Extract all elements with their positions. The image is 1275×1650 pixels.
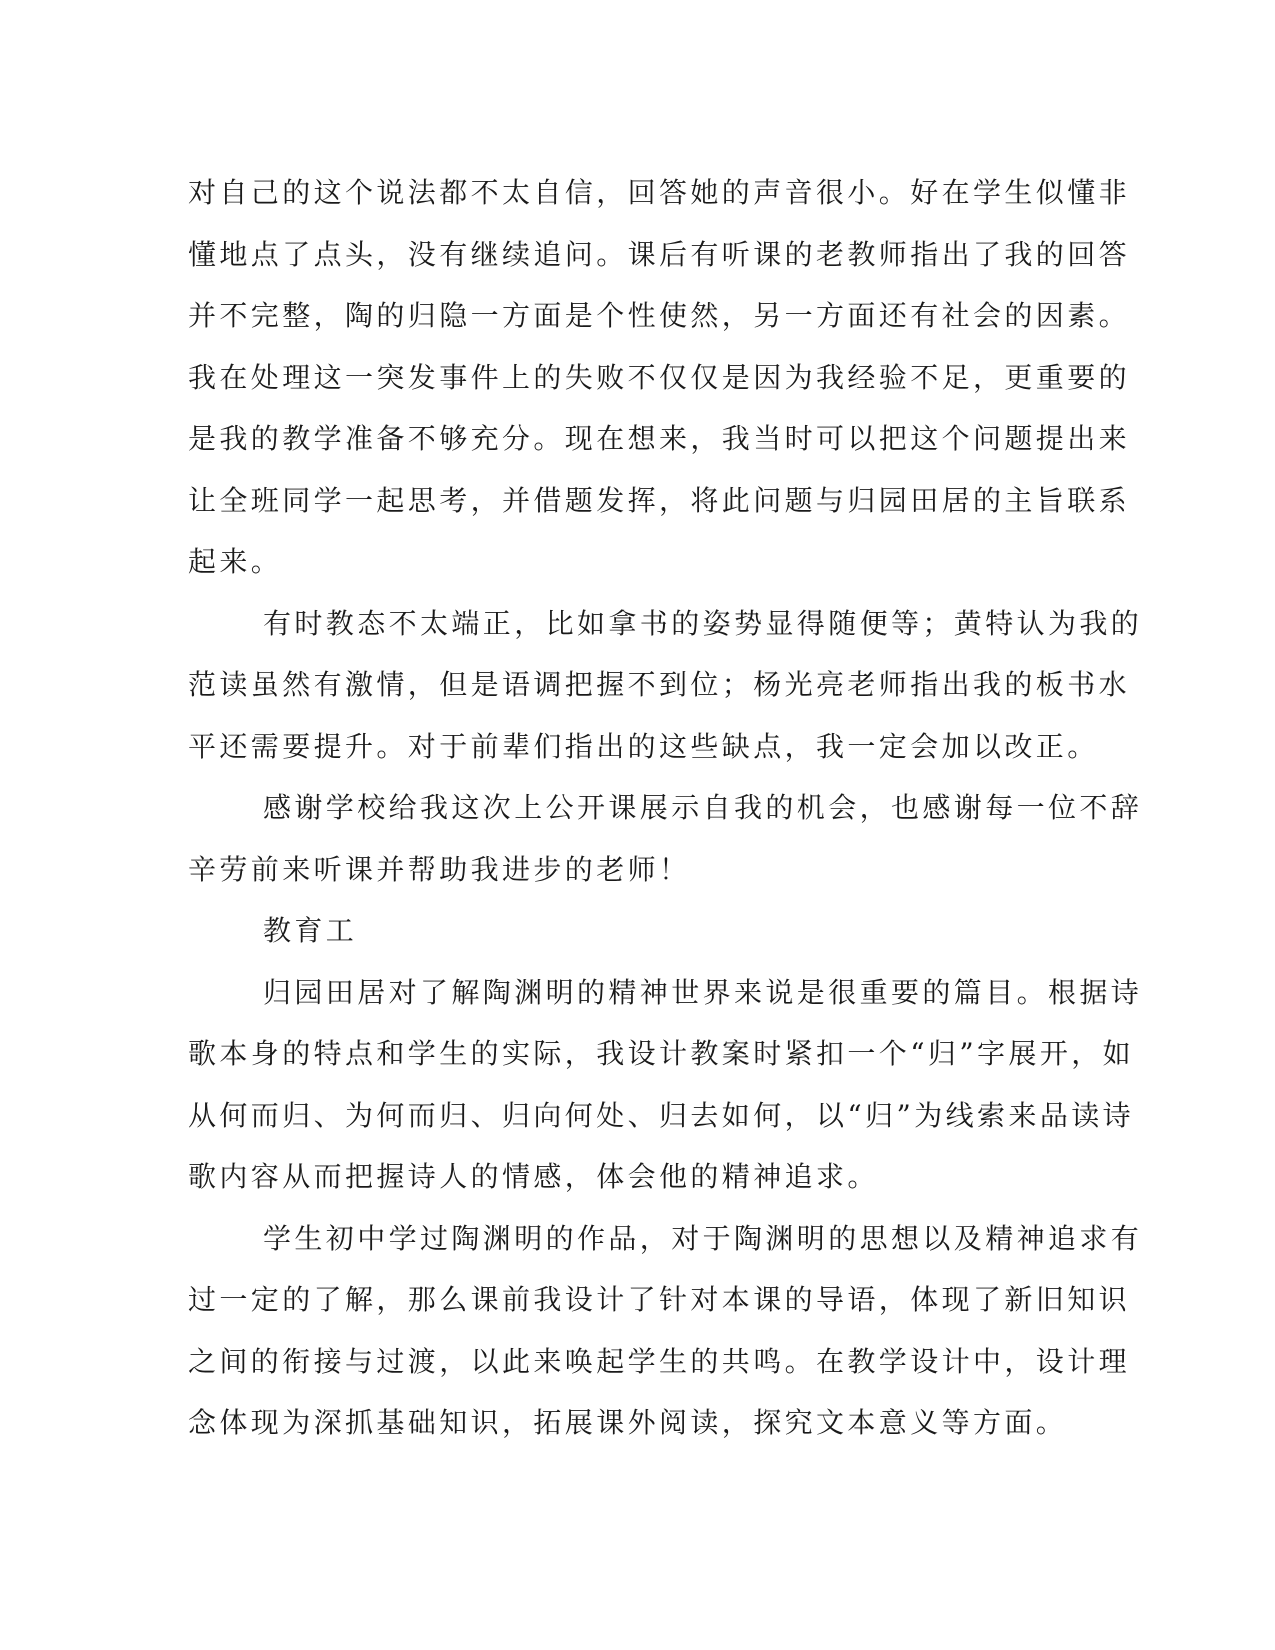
text-line: 学生初中学过陶渊明的作品，对于陶渊明的思想以及精神追求有 — [263, 1221, 1143, 1255]
text-line: 范读虽然有激情，但是语调把握不到位；杨光亮老师指出我的板书水 — [188, 668, 1131, 701]
text-line: 有时教态不太端正，比如拿书的姿势显得随便等；黄特认为我的 — [263, 606, 1143, 640]
document-body — [188, 162, 1143, 1454]
paragraph — [188, 593, 1143, 778]
text-line: 并不完整，陶的归隐一方面是个性使然，另一方面还有社会的因素。 — [188, 299, 1131, 332]
paragraph — [188, 962, 1143, 1208]
text-line: 让全班同学一起思考，并借题发挥，将此问题与归园田居的主旨联系 — [188, 483, 1131, 517]
text-line: 辛劳前来听课并帮助我进步的老师！ — [188, 852, 691, 886]
paragraph — [188, 1208, 1143, 1454]
text-line: 对自己的这个说法都不太自信，回答她的声音很小。好在学生似懂非 — [188, 176, 1131, 209]
text-line: 念体现为深抓基础知识，拓展课外阅读，探究文本意义等方面。 — [188, 1406, 1068, 1439]
text-line: 歌内容从而把握诗人的情感，体会他的精神追求。 — [188, 1160, 879, 1193]
text-line: 我在处理这一突发事件上的失败不仅仅是因为我经验不足，更重要的 — [188, 360, 1131, 394]
text-line: 是我的教学准备不够充分。现在想来，我当时可以把这个问题提出来 — [188, 422, 1131, 455]
text-line: 从何而归、为何而归、归向何处、归去如何，以“归”为线索来品读诗 — [188, 1098, 1135, 1132]
text-line: 教育工 — [263, 914, 358, 947]
text-line: 歌本身的特点和学生的实际，我设计教案时紧扣一个“归”字展开，如 — [188, 1037, 1135, 1070]
text-line: 起来。 — [188, 545, 283, 578]
text-line: 懂地点了点头，没有继续追问。课后有听课的老教师指出了我的回答 — [188, 237, 1131, 271]
text-line: 过一定的了解，那么课前我设计了针对本课的导语，体现了新旧知识 — [188, 1283, 1131, 1316]
paragraph — [188, 900, 1068, 962]
paragraph — [188, 162, 1131, 593]
text-line: 平还需要提升。对于前辈们指出的这些缺点，我一定会加以改正。 — [188, 729, 1099, 763]
text-line: 之间的衔接与过渡，以此来唤起学生的共鸣。在教学设计中，设计理 — [188, 1344, 1131, 1378]
paragraph — [188, 777, 1143, 900]
text-line: 归园田居对了解陶渊明的精神世界来说是很重要的篇目。根据诗 — [263, 975, 1143, 1009]
text-line: 感谢学校给我这次上公开课展示自我的机会，也感谢每一位不辞 — [263, 791, 1143, 824]
